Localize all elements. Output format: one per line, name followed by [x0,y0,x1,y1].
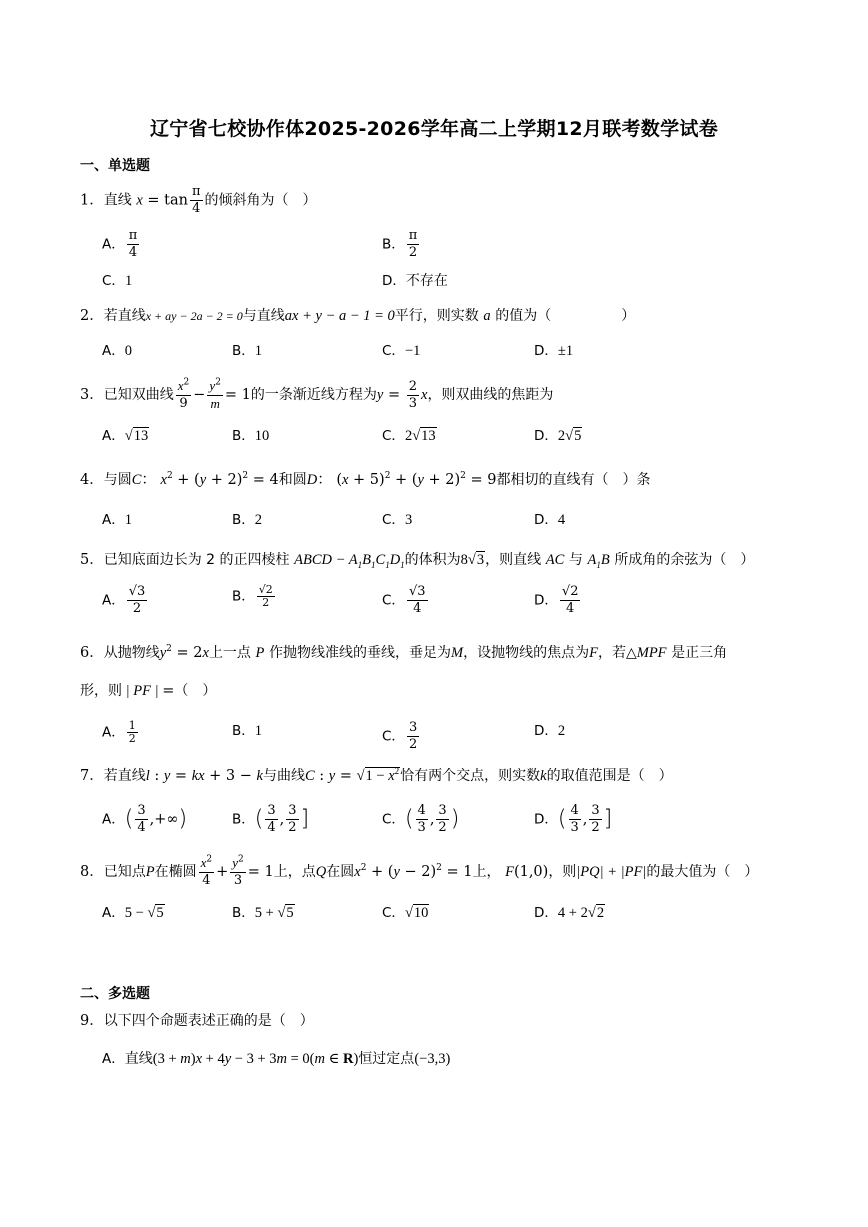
q1-option-d[interactable]: D．不存在 [382,273,448,289]
q1-option-a[interactable]: A． $\frac{\pi}{4}$ [102,228,138,260]
q3-option-d[interactable]: D．2√5 [534,428,582,444]
q6-option-d[interactable]: D．2 [534,723,566,739]
q8-option-c[interactable]: C．√10 [382,905,429,921]
q5-option-b[interactable]: B． $\frac{√2}{2}$ [232,583,273,609]
q8-option-a[interactable]: A．5 − √5 [102,905,164,921]
q2-option-d[interactable]: D．±1 [534,343,574,359]
q2-option-a[interactable]: A．0 [102,343,132,359]
q7-option-b[interactable]: B．( $\frac{3}{4}$ , $\frac{3}{2}$ ] [232,803,310,835]
q1-option-c[interactable]: C．1 [102,273,133,289]
q2-option-b[interactable]: B．1 [232,343,263,359]
q4-option-b[interactable]: B．2 [232,512,263,528]
q6-option-c[interactable]: C． $\frac{3}{2}$ [382,720,418,752]
question-5: 5．已知底面边长为 2 的正四棱柱 ABCD − $A_1B_1C_1D_1$的体积为8√3，则直线 AC 与 $A_1B$ 所成角的余弦为（ ） [80,552,755,570]
q5-option-a[interactable]: A． $\frac{√3}{2}$ [102,584,146,616]
q3-option-a[interactable]: A．√13 [102,428,149,444]
section-multiple-choice: 二、多选题 [80,986,150,1002]
question-1: 1．直线 x = tan $\frac{\pi}{4}$ 的倾斜角为（ ） [80,184,317,216]
question-6-line-2: 形，则 | PF | =（ ） [80,683,217,699]
q4-option-c[interactable]: C．3 [382,512,413,528]
q3-option-c[interactable]: C．2√13 [382,428,436,444]
q9-option-a[interactable]: A．直线(3 + m)x + 4y − 3 + 3m = 0(m ∈ R)恒过定点(−3,3) [102,1051,451,1067]
q3-option-b[interactable]: B．10 [232,428,270,444]
q2-option-c[interactable]: C．−1 [382,343,421,359]
q6-option-b[interactable]: B．1 [232,723,263,739]
q4-option-d[interactable]: D．4 [534,512,566,528]
question-4: 4．与圆C： $x^2 + (y + 2)^2 = 4$和圆D： $(x + 5)^2 + (y + 2)^2 = 9$都相切的直线有（ ）条 [80,471,651,488]
q5-option-c[interactable]: C． $\frac{√3}{4}$ [382,584,426,616]
question-9: 9．以下四个命题表述正确的是（ ） [80,1013,314,1029]
question-6: 6．从抛物线$y^2 = 2x$上一点 P 作抛物线准线的垂线，垂足为M，设抛物线的焦点为F，若△MPF 是正三角 [80,644,728,661]
section-single-choice: 一、单选题 [80,158,150,174]
question-3: 3．已知双曲线 $\frac{x^2}{9}$ − $\frac{y^2}{m}$ = 1的一条渐近线方程为y = $\frac{2}{3}$ x，则双曲线的焦距为 [80,377,554,411]
question-7: 7．若直线l : y = kx + 3 − k与曲线C : $y = √1 - x^2$恰有两个交点，则实数k的取值范围是（ ） [80,766,673,784]
q7-option-a[interactable]: A．( $\frac{3}{4}$ ,+∞) [102,803,188,835]
q1-option-b[interactable]: B． $\frac{\pi}{2}$ [382,228,418,260]
question-2: 2．若直线x + ay − 2a − 2 = 0与直线ax + y − a − 1 = 0平行，则实数 a 的值为（ ） [80,308,636,324]
q6-option-a[interactable]: A． $\frac{1}{2}$ [102,719,136,745]
q8-option-d[interactable]: D．4 + 2√2 [534,905,605,921]
q4-option-a[interactable]: A．1 [102,512,132,528]
q5-option-d[interactable]: D． $\frac{√2}{4}$ [534,584,579,616]
q8-option-b[interactable]: B．5 + √5 [232,905,294,921]
q7-option-d[interactable]: D．( $\frac{4}{3}$ , $\frac{3}{2}$ ] [534,803,613,835]
question-8: 8．已知点P在椭圆 $\frac{x^2}{4}$ + $\frac{y^2}{3}$ = 1上，点Q在圆$x^2 + (y - 2)^2 = 1$上， F(1,0)，则|PQ| + |PF|的最大值为（ ） [80,854,759,888]
page-title: 辽宁省七校协作体2025-2026学年高二上学期12月联考数学试卷 [150,118,718,140]
q7-option-c[interactable]: C．( $\frac{4}{3}$ , $\frac{3}{2}$ ) [382,803,460,835]
